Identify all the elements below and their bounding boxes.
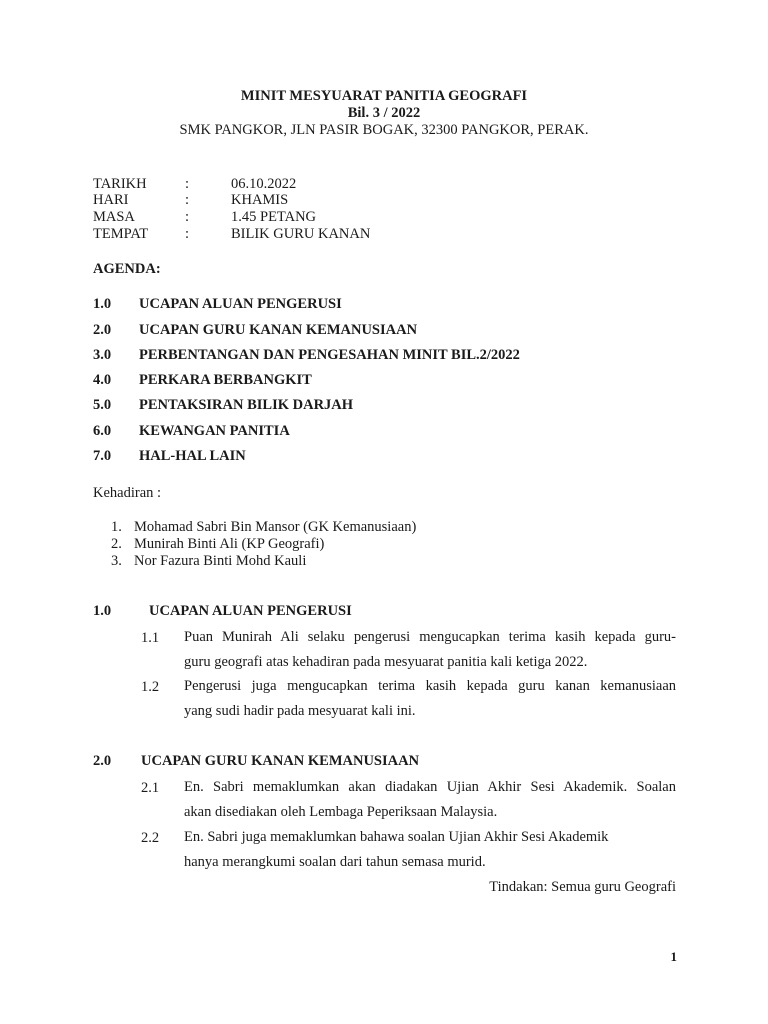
paragraph-line: hanya merangkumi soalan dari tahun semasa murid.: [184, 854, 486, 870]
meta-value: 06.10.2022: [231, 176, 297, 192]
agenda-item-text: KEWANGAN PANITIA: [139, 423, 290, 439]
agenda-item-text: UCAPAN GURU KANAN KEMANUSIAAN: [139, 322, 418, 338]
agenda-item-text: PERBENTANGAN DAN PENGESAHAN MINIT BIL.2/2022: [139, 347, 520, 363]
section-title: UCAPAN ALUAN PENGERUSI: [149, 603, 352, 619]
meta-label: TEMPAT: [93, 226, 149, 242]
paragraph-line: akan disediakan oleh Lembaga Peperiksaan Malaysia.: [184, 804, 498, 820]
meta-label: MASA: [93, 209, 135, 225]
subitem-number: 1.1: [141, 630, 160, 646]
school-address: SMK PANGKOR, JLN PASIR BOGAK, 32300 PANGKOR, PERAK.: [179, 122, 589, 138]
meta-separator: :: [185, 176, 190, 192]
attendance-number: 3.: [111, 553, 122, 569]
section-number: 2.0: [93, 753, 112, 769]
subitem-number: 2.2: [141, 830, 160, 846]
attendance-name: Mohamad Sabri Bin Mansor (GK Kemanusiaan): [134, 519, 417, 535]
paragraph-line: En. Sabri memaklumkan akan diadakan Ujian Akhir Sesi Akademik. Soalan: [184, 779, 676, 795]
attendance-name: Munirah Binti Ali (KP Geografi): [134, 536, 325, 552]
attendance-label: Kehadiran :: [93, 485, 162, 501]
subitem-paragraph: [184, 625, 676, 675]
paragraph-line: guru geografi atas kehadiran pada mesyuarat panitia kali ketiga 2022.: [184, 654, 588, 670]
meta-label: HARI: [93, 192, 129, 208]
section-number: 1.0: [93, 603, 112, 619]
document-title: MINIT MESYUARAT PANITIA GEOGRAFI: [240, 88, 528, 104]
meta-separator: :: [185, 226, 190, 242]
agenda-heading: AGENDA:: [93, 261, 161, 277]
agenda-item-text: UCAPAN ALUAN PENGERUSI: [139, 296, 342, 312]
subitem-number: 1.2: [141, 679, 160, 695]
section-title: UCAPAN GURU KANAN KEMANUSIAAN: [141, 753, 420, 769]
meta-separator: :: [185, 209, 190, 225]
agenda-item-number: 2.0: [93, 322, 112, 338]
agenda-item-number: 5.0: [93, 397, 112, 413]
paragraph-line: yang sudi hadir pada mesyuarat kali ini.: [184, 703, 416, 719]
attendance-number: 1.: [111, 519, 122, 535]
agenda-item-number: 4.0: [93, 372, 112, 388]
agenda-item-text: PERKARA BERBANGKIT: [139, 372, 312, 388]
attendance-number: 2.: [111, 536, 122, 552]
action-note: Tindakan: Semua guru Geografi: [489, 879, 676, 895]
paragraph-line: Pengerusi juga mengucapkan terima kasih kepada guru kanan kemanusiaan: [184, 678, 676, 694]
meta-value: KHAMIS: [231, 192, 289, 208]
attendance-name: Nor Fazura Binti Mohd Kauli: [134, 553, 307, 569]
paragraph-line: En. Sabri juga memaklumkan bahawa soalan Ujian Akhir Sesi Akademik: [184, 829, 609, 845]
page-number: 1: [670, 949, 677, 964]
subitem-number: 2.1: [141, 780, 160, 796]
subitem-paragraph: [184, 825, 676, 875]
agenda-item-number: 3.0: [93, 347, 112, 363]
meta-separator: :: [185, 192, 190, 208]
agenda-item-text: HAL-HAL LAIN: [139, 448, 246, 464]
meeting-number: Bil. 3 / 2022: [347, 105, 421, 121]
meta-label: TARIKH: [93, 176, 147, 192]
meta-value: 1.45 PETANG: [231, 209, 317, 225]
agenda-item-number: 1.0: [93, 296, 112, 312]
subitem-paragraph: [184, 775, 676, 825]
agenda-item-number: 6.0: [93, 423, 112, 439]
meta-value: BILIK GURU KANAN: [231, 226, 371, 242]
agenda-item-number: 7.0: [93, 448, 112, 464]
agenda-item-text: PENTAKSIRAN BILIK DARJAH: [139, 397, 354, 413]
subitem-paragraph: [184, 674, 676, 724]
paragraph-line: Puan Munirah Ali selaku pengerusi mengucapkan terima kasih kepada guru-: [184, 629, 676, 645]
